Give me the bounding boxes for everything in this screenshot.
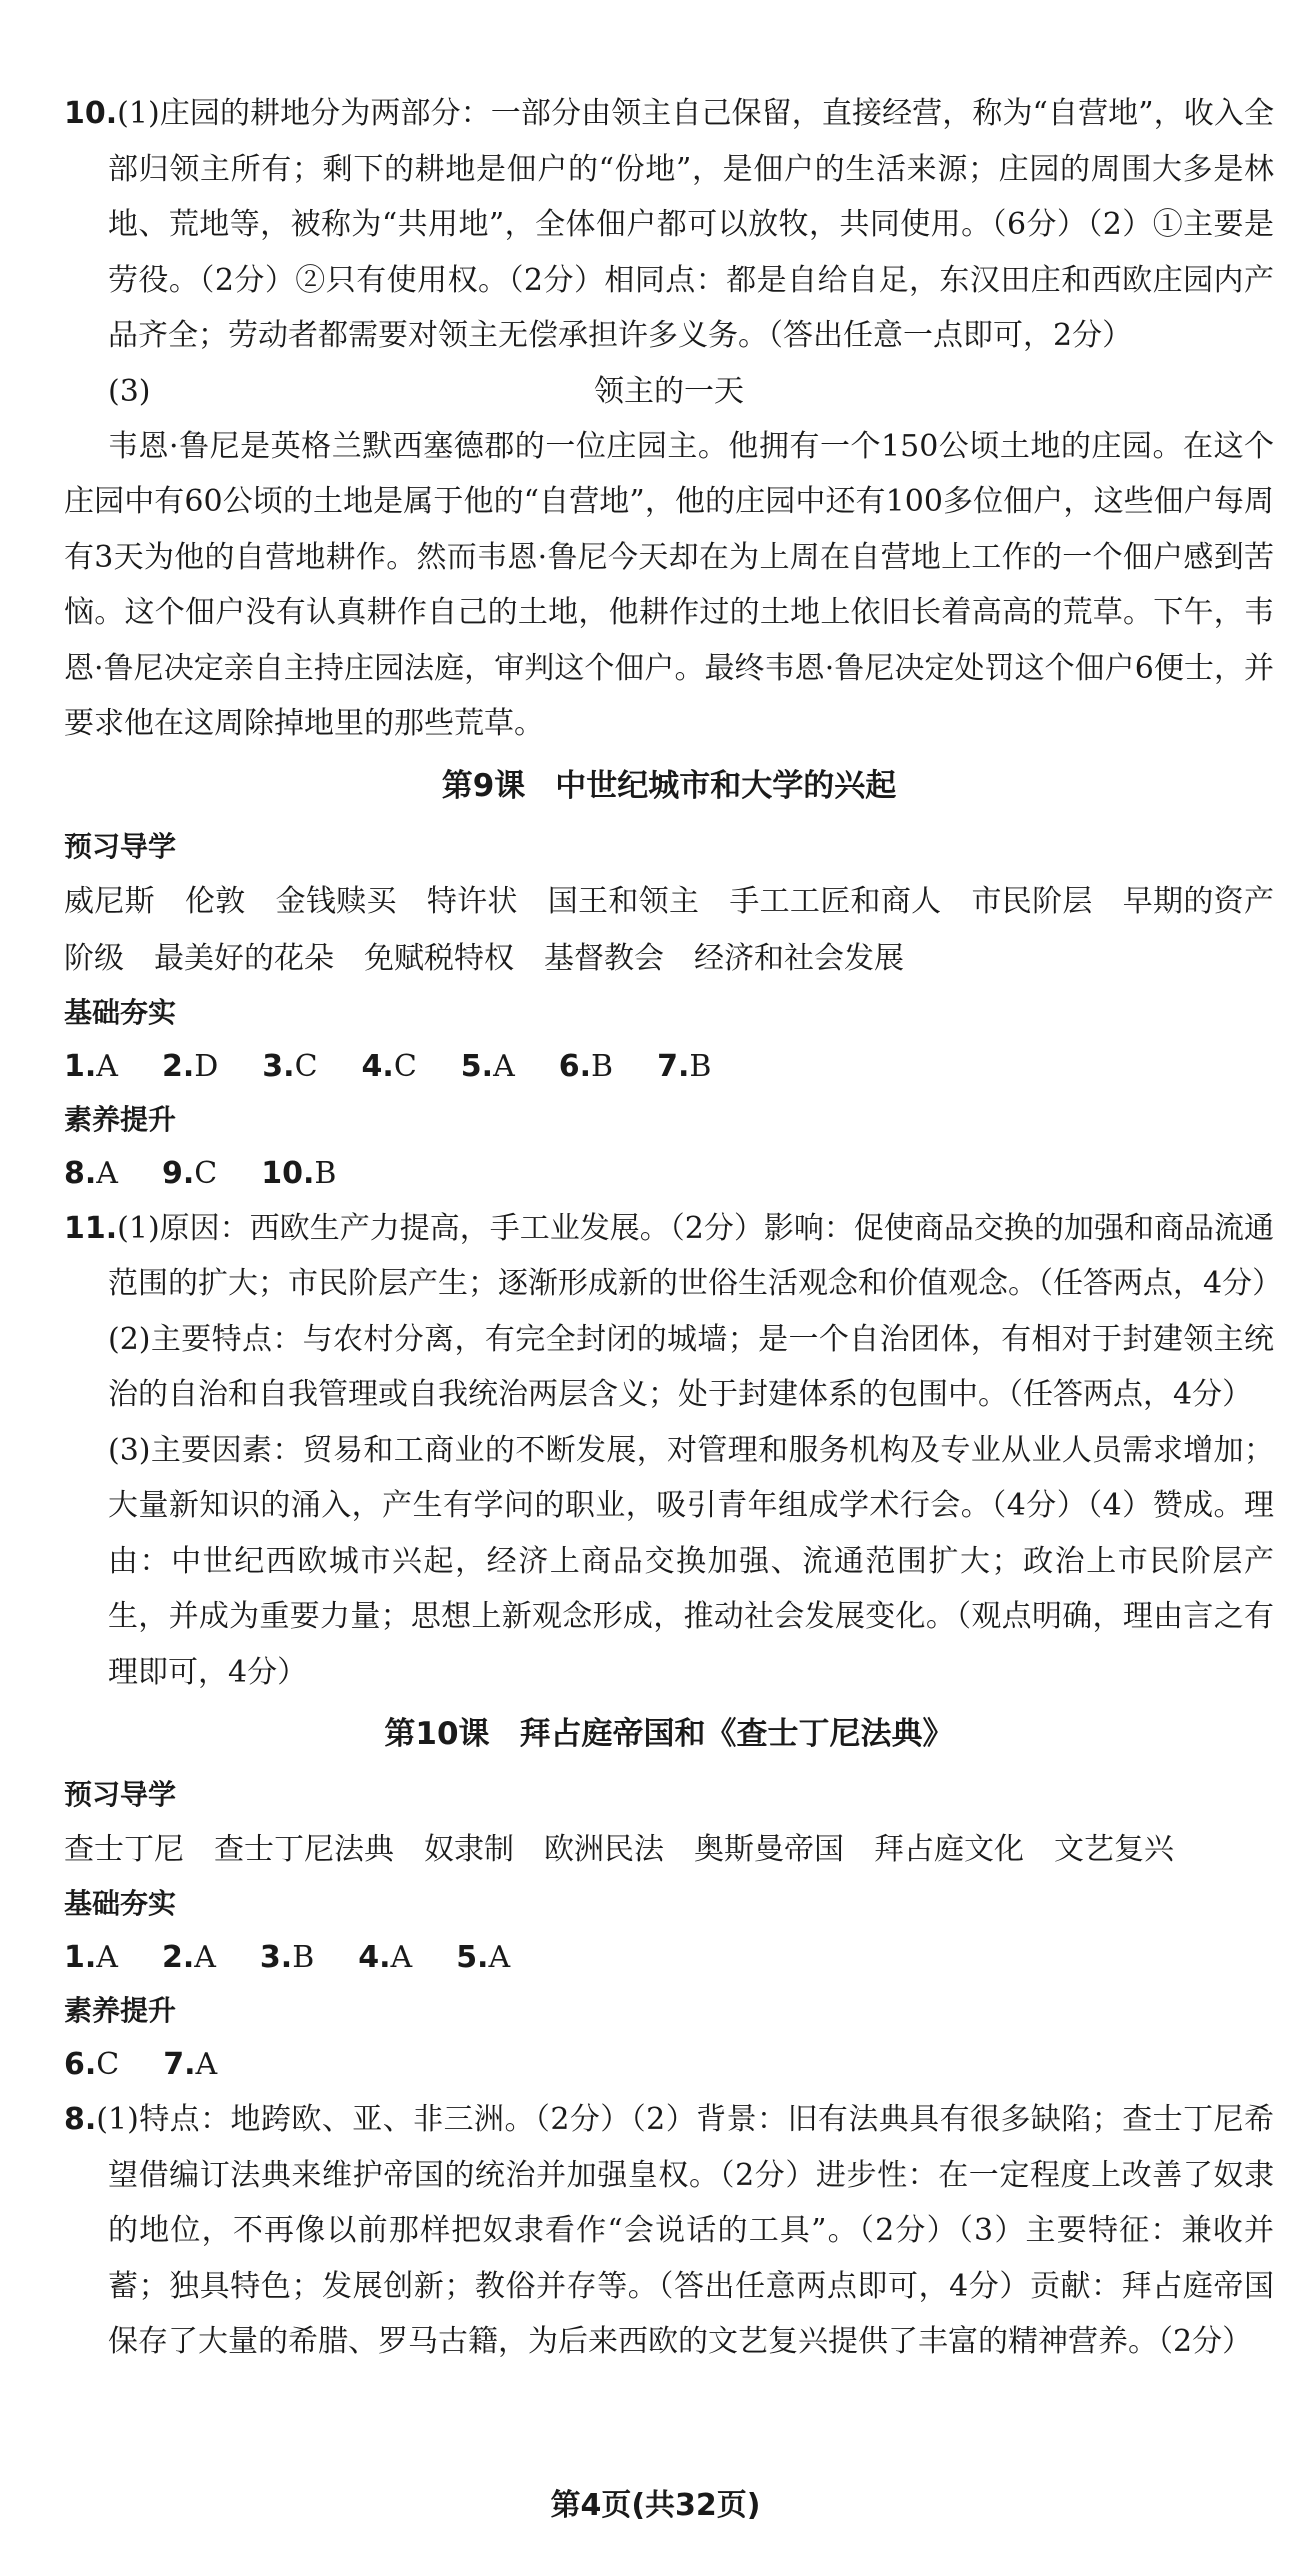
answer-item: 3.B [259,1940,315,1975]
answer-item: 2.A [161,1940,216,1975]
answer-item: 4.C [361,1048,417,1084]
answer-item: 7.A [163,2047,218,2082]
q11-number: 11. [64,1210,118,1246]
term: 金钱赎买 [275,883,397,919]
answer-item: 1.A [64,1940,118,1975]
answer-item: 5.A [456,1940,511,1975]
term: 威尼斯 [64,883,155,919]
q11-paragraph-1 [64,1201,1283,1312]
term: 市民阶层 [971,883,1093,919]
lesson9-title: 中世纪城市和大学的兴起 [555,767,897,804]
q10-sub3-number: (3) [108,373,151,409]
lesson10-basic-answers [64,1930,1274,1985]
lesson9-preview-label: 预习导学 [64,829,177,863]
q8-number: 8. [64,2102,97,2137]
lesson10-improve-label: 素养提升 [64,1994,177,2027]
q11-part2: (2)主要特点：与农村分离，有完全封闭的城墙；是一个自治团体，有相对于封建领主统治的自治和自我管理或自我统治两层含义；处于封建体系的包围中。（任答两点，4分） [108,1321,1274,1412]
term: 奥斯曼帝国 [694,1832,844,1867]
answer-item: 1.A [64,1048,118,1084]
q8-text: (1)特点：地跨欧、亚、非三洲。（2分）（2）背景：旧有法典具有很多缺陷；查士丁尼希望借编订法典来维护帝国的统治并加强皇权。（2分）进步性：在一定程度上改善了奴隶的地位，不再像以前那样把奴隶看作“会说话的工具”。（2分）（3）主要特征：兼收并蓄；独具特色；发展创新；教俗并存等。（答出任意两点即可，4分）贡献：拜占庭帝国保存了大量的希腊、罗马古籍，为后来西欧的文艺复兴提供了丰富的精神营养。（2分） [96,2102,1274,2359]
page-footer: 第4页(共32页) [550,2488,761,2523]
answer-item: 6.B [558,1048,614,1084]
answer-item: 10.B [261,1155,337,1191]
essay-body: 韦恩·鲁尼是英格兰默西塞德郡的一位庄园主。他拥有一个150公顷土地的庄园。在这个庄园中有60公顷的土地是属于他的“自营地”，他的庄园中还有100多位佃户，这些佃户每周有3天为他的自营地耕作。然而韦恩·鲁尼今天却在为上周在自营地上工作的一个佃户感到苦恼。这个佃户没有认真耕作自己的土地，他耕作过的土地上依旧长着高高的荒草。下午，韦恩·鲁尼决定亲自主持庄园法庭，审判这个佃户。最终韦恩·鲁尼决定处罚这个佃户6便士，并要求他在这周除掉地里的那些荒草。 [64,428,1274,741]
term: 手工工匠和商人 [729,883,942,919]
answer-item: 8.A [64,1155,118,1191]
term: 拜占庭文化 [874,1832,1024,1867]
essay-title: 领主的一天 [594,373,744,409]
q11-part3: (3)主要因素：贸易和工商业的不断发展，对管理和服务机构及专业从业人员需求增加；大量新知识的涌入，产生有学问的职业，吸引青年组成学术行会。（4分）（4）赞成。理由：中世纪西欧城市兴起，经济上商品交换加强、流通范围扩大；政治上市民阶层产生，并成为重要力量；思想上新观念形成，推动社会发展变化。（观点明确，理由言之有理即可，4分） [108,1432,1274,1690]
term: 特许状 [426,883,518,919]
q10-number: 10. [64,96,118,131]
term: 基督教会 [544,940,664,976]
term: 国王和领主 [547,883,700,919]
lesson9-improve-label: 素养提升 [64,1102,177,1136]
answer-item: 3.C [262,1048,318,1084]
q8-paragraph [64,2092,1274,2370]
essay-heading [64,364,1274,419]
answer-item: 6.C [64,2047,120,2082]
lesson10-basic-label: 基础夯实 [64,1887,177,1920]
lesson10-preview-label: 预习导学 [64,1778,177,1811]
q10-paragraph [64,86,1274,364]
lesson9-basic-answers [64,1039,1274,1094]
term: 文艺复兴 [1054,1832,1174,1867]
term: 早期的资产阶级 [64,883,1274,976]
term: 免赋税特权 [364,940,514,976]
lesson10-improve-answers [64,2037,1274,2092]
answer-item: 4.A [358,1940,413,1975]
term: 奴隶制 [424,1832,514,1867]
lesson10-number: 第10课 [384,1716,490,1752]
term: 查士丁尼法典 [214,1832,394,1867]
lesson10-heading [64,1712,1274,1756]
lesson10-title: 拜占庭帝国和《查士丁尼法典》 [519,1716,954,1752]
lesson9-terms [64,873,1274,987]
term: 经济和社会发展 [694,940,904,976]
term: 查士丁尼 [64,1832,184,1867]
term: 最美好的花朵 [154,940,334,976]
answer-item: 5.A [460,1048,515,1084]
term: 伦敦 [184,883,246,919]
term: 欧洲民法 [544,1832,664,1867]
lesson9-improve-answers [64,1146,1274,1201]
answer-item: 9.C [161,1155,218,1191]
lesson10-terms [64,1821,1274,1878]
answer-item: 7.B [657,1048,712,1084]
lesson9-basic-label: 基础夯实 [64,995,177,1029]
lesson9-number: 第9课 [441,767,526,804]
lesson9-heading [64,764,1274,808]
q11-part1: (1)原因：西欧生产力提高，手工业发展。（2分）影响：促使商品交换的加强和商品流通范围的扩大；市民阶层产生；逐渐形成新的世俗生活观念和价值观念。（任答两点，4分） [108,1210,1283,1301]
answer-item: 2.D [161,1048,219,1084]
page-content [64,86,1283,2370]
q10-text: (1)庄园的耕地分为两部分：一部分由领主自己保留，直接经营，称为“自营地”，收入全部归领主所有；剩下的耕地是佃户的“份地”，是佃户的生活来源；庄园的周围大多是林地、荒地等，被称为“共用地”，全体佃户都可以放牧，共同使用。（6分）（2）①主要是劳役。（2分）②只有使用权。（2分）相同点：都是自给自足，东汉田庄和西欧庄园内产品齐全；劳动者都需要对领主无偿承担许多义务。（答出任意一点即可，2分） [108,96,1274,353]
